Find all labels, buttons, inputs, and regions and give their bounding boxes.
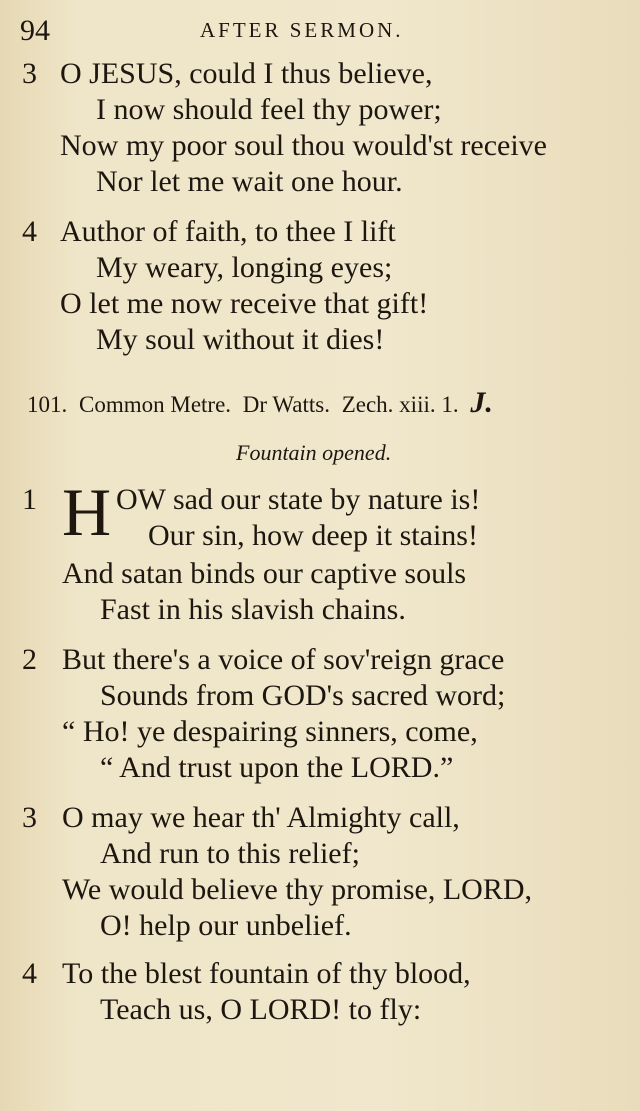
running-title: AFTER SERMON. — [200, 18, 404, 42]
verse-line: I now should feel thy power; — [96, 93, 442, 126]
hymn-heading — [27, 386, 627, 420]
verse-line: Teach us, O LORD! to fly: — [100, 993, 422, 1026]
verse-line: But there's a voice of sov'reign grace — [62, 643, 505, 676]
hymn-author: Dr Watts. — [242, 392, 330, 417]
verse-line: Sounds from GOD's sacred word; — [100, 679, 506, 712]
verse-line: Fast in his slavish chains. — [100, 593, 406, 626]
stanza-number: 3 — [22, 57, 37, 90]
hymn-metre: Common Metre. — [79, 392, 232, 417]
stanza-number: 4 — [22, 957, 37, 990]
hymn-reference: Zech. xiii. 1. — [341, 392, 459, 417]
drop-cap: H — [62, 474, 112, 550]
verse-line: O JESUS, could I thus believe, — [60, 57, 433, 90]
verse-line: Author of faith, to thee I lift — [60, 215, 396, 248]
hymn-subtitle: Fountain opened. — [236, 440, 392, 465]
verse-line: “ Ho! ye despairing sinners, come, — [62, 715, 478, 748]
stanza-number: 1 — [22, 483, 37, 516]
verse-line: My soul without it dies! — [96, 323, 385, 356]
verse-line: My weary, longing eyes; — [96, 251, 393, 284]
verse-line: And run to this relief; — [100, 837, 360, 870]
page-header — [0, 14, 640, 54]
verse-line: To the blest fountain of thy blood, — [62, 957, 471, 990]
verse-line: We would believe thy promise, LORD, — [62, 873, 532, 906]
verse-line: O let me now receive that gift! — [60, 287, 429, 320]
verse-line: Now my poor soul thou would'st receive — [60, 129, 548, 162]
verse-line: OW sad our state by nature is! — [116, 483, 481, 516]
page-number: 94 — [20, 14, 50, 47]
verse-line: “ And trust upon the LORD.” — [100, 751, 454, 784]
stanza-number: 2 — [22, 643, 37, 676]
verse-line: And satan binds our captive souls — [62, 557, 467, 590]
hymn-mark: J. — [470, 386, 493, 419]
verse-line: O! help our unbelief. — [100, 909, 352, 942]
verse-line: Nor let me wait one hour. — [96, 165, 403, 198]
hymn-number: 101. — [27, 392, 68, 417]
stanza-number: 4 — [22, 215, 37, 248]
verse-line: Our sin, how deep it stains! — [148, 519, 478, 552]
verse-line: O may we hear th' Almighty call, — [62, 801, 460, 834]
stanza-number: 3 — [22, 801, 37, 834]
